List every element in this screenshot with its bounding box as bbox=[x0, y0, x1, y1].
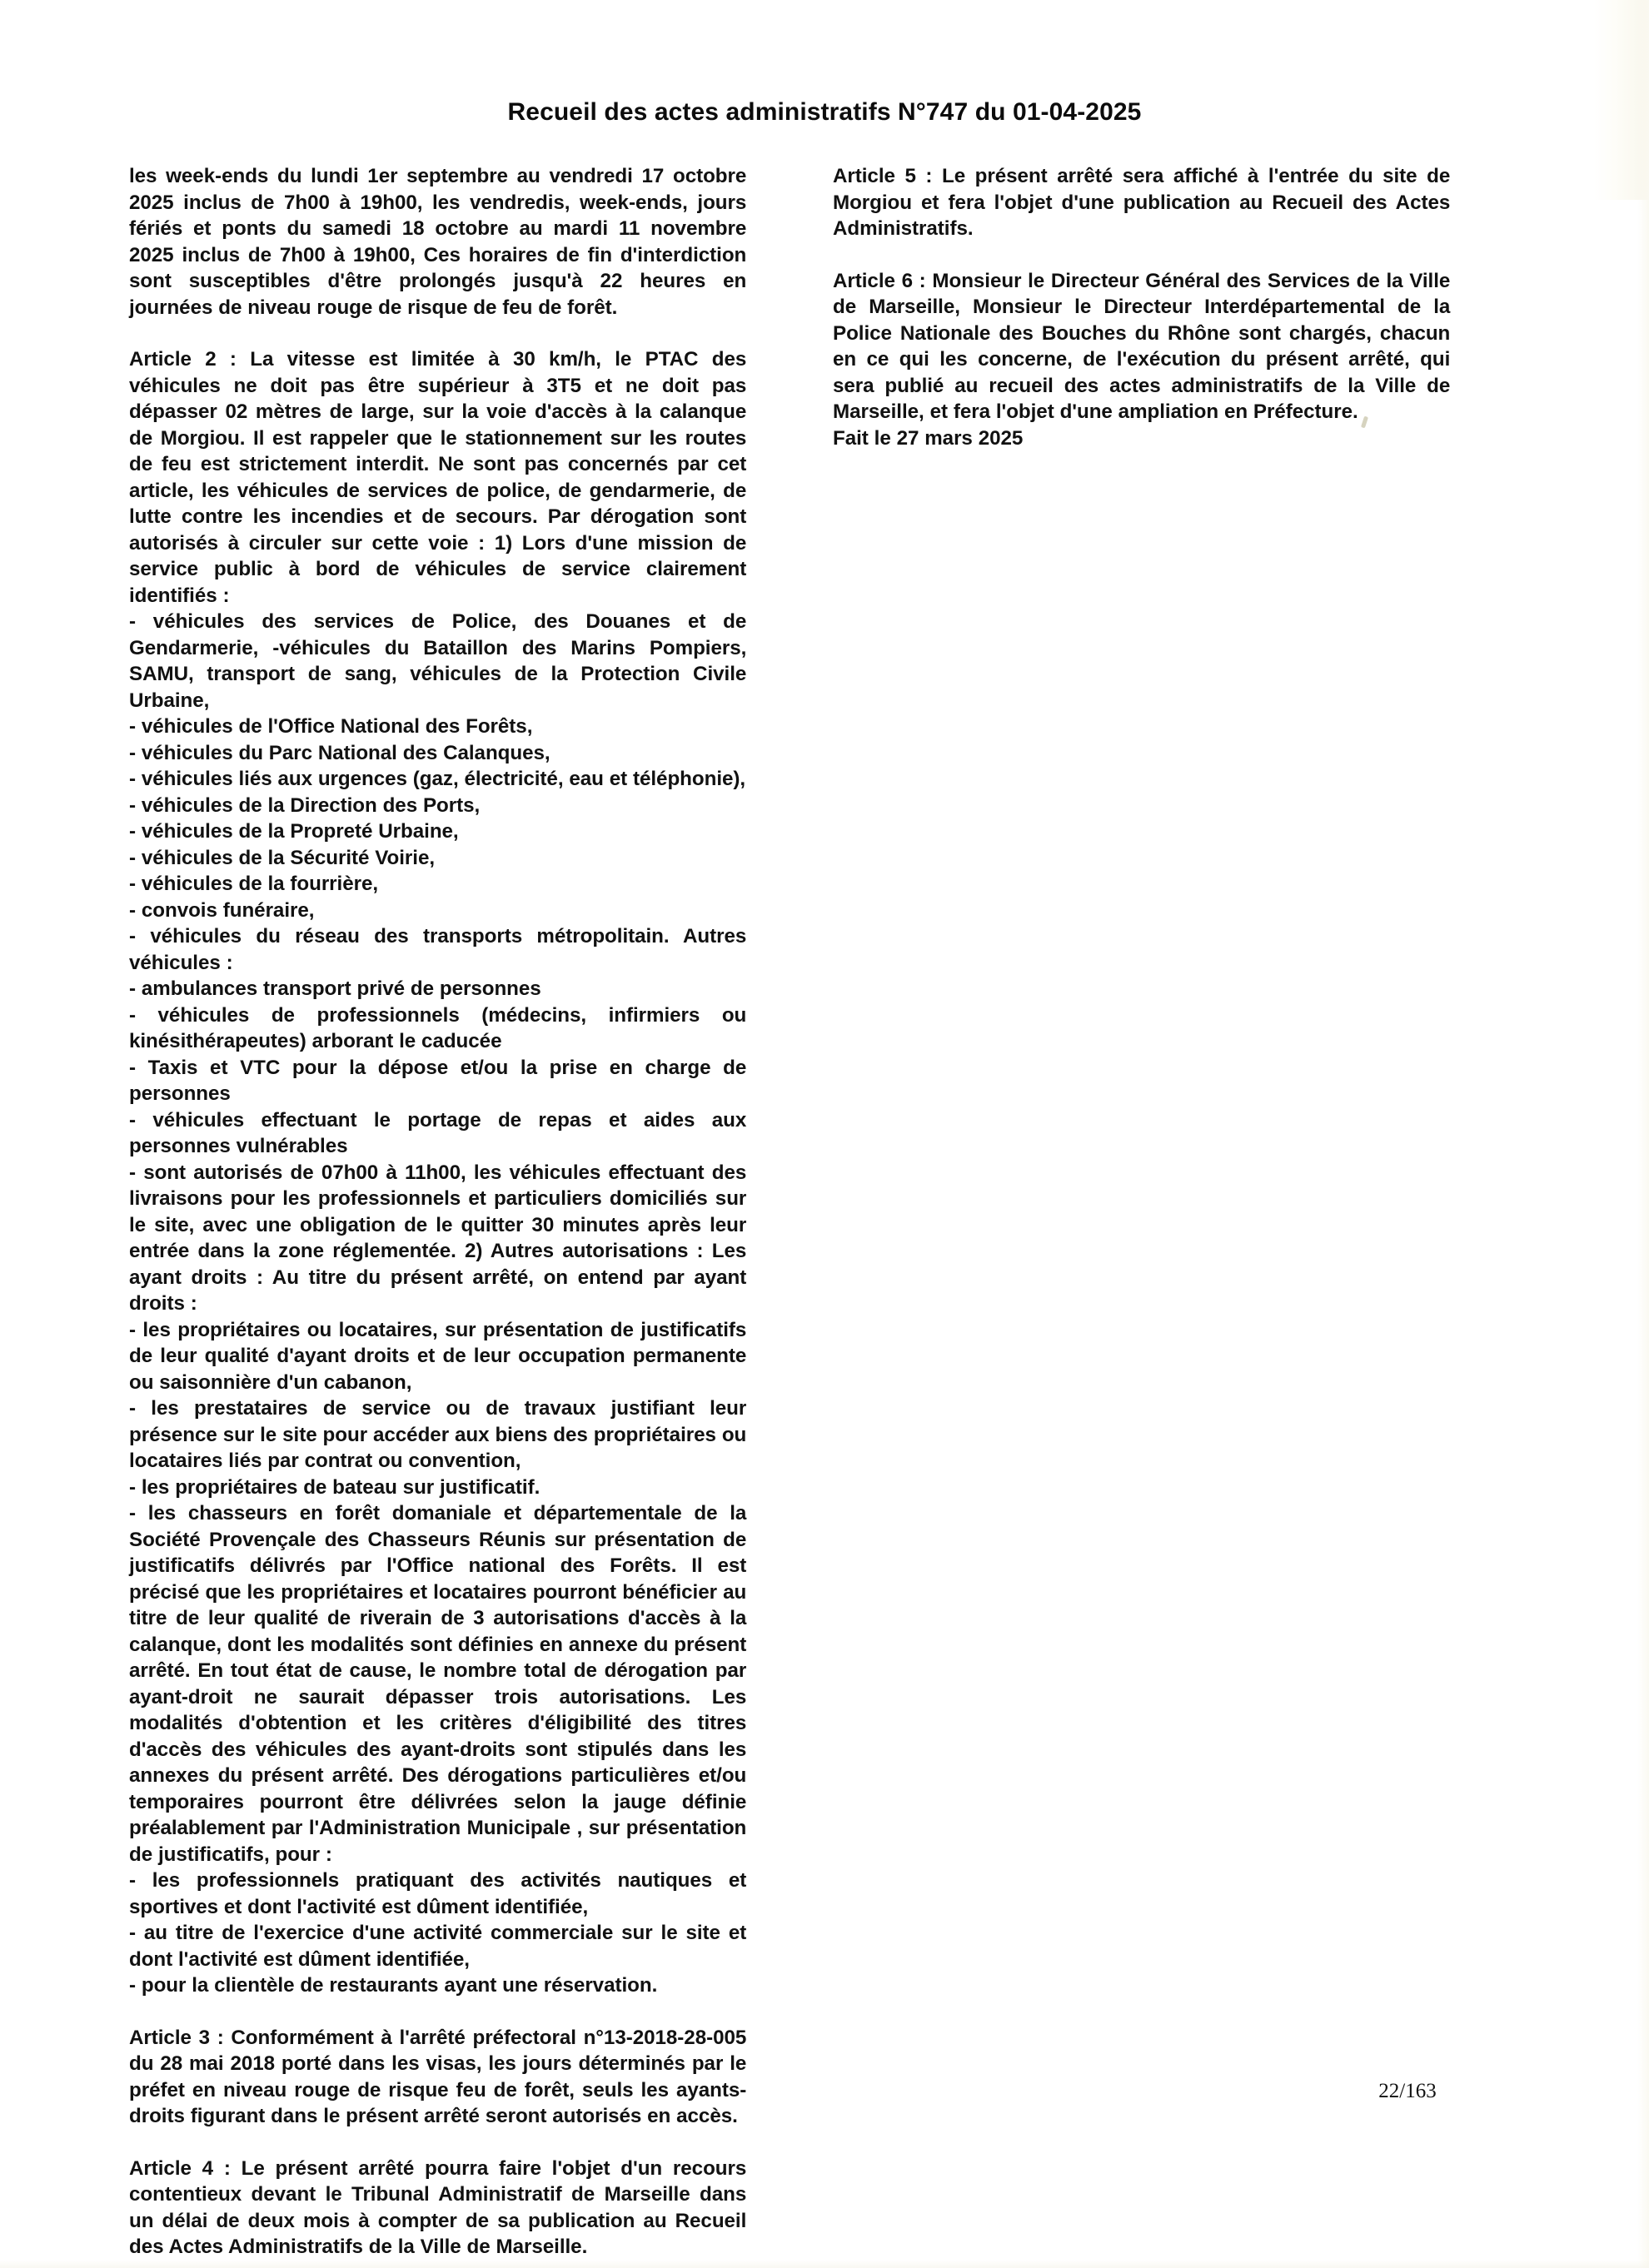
paragraph-article-6: Article 6 : Monsieur le Directeur Général des Services de la Ville de Marseille, Monsieur le Directeur Interdépartemental de la Police Nationale des Bouches du Rhône sont chargés, chacun en ce qui les concerne, de l'exécution du présent arrêté, qui sera publié au recueil des actes administratifs de la Ville de Marseille, et fera l'objet d'une ampliation en Préfecture. bbox=[833, 269, 1451, 423]
paragraph-date-signature: Fait le 27 mars 2025 bbox=[833, 426, 1024, 450]
text-column-right bbox=[833, 163, 1453, 451]
page-title: Recueil des actes administratifs N°747 du 01-04-2025 bbox=[507, 98, 1142, 126]
list-item-ambulances: - ambulances transport privé de personnes bbox=[129, 977, 541, 1000]
list-item-proprietaires-bateau: - les propriétaires de bateau sur justificatif. bbox=[129, 1475, 541, 1499]
list-item-professionnels-nautiques: - les professionnels pratiquant des activités nautiques et sportives et dont l'activité est dûment identifiée, bbox=[129, 1869, 747, 1918]
paragraph-article-5: Article 5 : Le présent arrêté sera affiché à l'entrée du site de Morgiou et fera l'objet d'une publication au Recueil des Actes Administratifs. bbox=[833, 165, 1451, 240]
paragraph-intro-horaires: les week-ends du lundi 1er septembre au vendredi 17 octobre 2025 inclus de 7h00 à 19h00, les vendredis, week-ends, jours fériés et ponts du samedi 18 octobre au mardi 11 novembre 2025 inclus de 7h00 à 19h00, Ces horaires de fin d'interdiction sont susceptibles d'être prolongés jusqu'à 22 heures en journées de niveau rouge de risque de feu de forêt. bbox=[129, 165, 747, 319]
list-item-taxis-vtc: - Taxis et VTC pour la dépose et/ou la prise en charge de personnes bbox=[129, 1056, 747, 1105]
list-item-urgences: - véhicules liés aux urgences (gaz, électricité, eau et téléphonie), bbox=[129, 768, 746, 790]
list-item-clientele-restaurants: - pour la clientèle de restaurants ayant une réservation. bbox=[129, 1974, 658, 1997]
list-item-office-national-forets: - véhicules de l'Office National des Forêts, bbox=[129, 715, 533, 738]
list-item-proprete-urbaine: - véhicules de la Propreté Urbaine, bbox=[129, 820, 459, 843]
list-item-direction-des-ports: - véhicules de la Direction des Ports, bbox=[129, 793, 481, 817]
scan-edge-artifact-bottom bbox=[0, 2260, 1649, 2268]
list-item-vehicules-police-douanes: - véhicules des services de Police, des Douanes et de Gendarmerie, -véhicules du Bataillon des Marins Pompiers, SAMU, transport de sang, véhicules de la Protection Civile Urbaine, bbox=[129, 610, 747, 712]
list-item-transports-metropolitain: - véhicules du réseau des transports métropolitain. Autres véhicules : bbox=[129, 925, 747, 974]
page-footer bbox=[1283, 2080, 1532, 2103]
list-item-activite-commerciale: - au titre de l'exercice d'une activité commerciale sur le site et dont l'activité est dûment identifiée, bbox=[129, 1922, 747, 1971]
document-header bbox=[0, 98, 1649, 127]
list-item-securite-voirie: - véhicules de la Sécurité Voirie, bbox=[129, 846, 436, 869]
paragraph-article-4: Article 4 : Le présent arrêté pourra faire l'objet d'un recours contentieux devant le Tribunal Administratif de Marseille dans un délai de deux mois à compter de sa publication au Recueil des Actes Administratifs de la Ville de Marseille. bbox=[129, 2156, 747, 2258]
list-item-prestataires-service: - les prestataires de service ou de travaux justifiant leur présence sur le site pour accéder aux biens des propriétaires ou locataires liés par contrat ou convention, bbox=[129, 1397, 747, 1472]
list-item-chasseurs: - les chasseurs en forêt domaniale et départementale de la Société Provençale des Chasseurs Réunis sur présentation de justificatifs délivrés par l'Office national des Forêts. Il est précisé que les propriétaires et locataires pourront bénéficier au titre de leur qualité de riverain de 3 autorisations d'accès à la calanque, dont les modalités sont définies en annexe du présent arrêté. En tout état de cause, le nombre total de dérogation par ayant-droit ne saurait dépasser trois autorisations. Les modalités d'obtention et les critères d'éligibilité des titres d'accès des véhicules des ayant-droits sont stipulés dans les annexes du présent arrêté. Des dérogations particulières et/ou temporaires pourront être délivrées selon la jauge définie préalablement par l'Administration Municipale , sur présentation de justificatifs, pour : bbox=[129, 1502, 747, 1866]
list-item-convois-funeraire: - convois funéraire, bbox=[129, 898, 315, 922]
list-item-livraisons: - sont autorisés de 07h00 à 11h00, les véhicules effectuant des livraisons pour les professionnels et particuliers domiciliés sur le site, avec une obligation de le quitter 30 minutes après leur entrée dans la zone réglementée. 2) Autres autorisations : Les ayant droits : Au titre du présent arrêté, on entend par ayant droits : bbox=[129, 1161, 747, 1315]
list-item-professionnels-sante: - véhicules de professionnels (médecins, infirmiers ou kinésithérapeutes) arborant le caducée bbox=[129, 1003, 747, 1052]
page-number: 22/163 bbox=[1378, 2080, 1437, 2102]
scan-edge-artifact-right bbox=[1637, 0, 1649, 2268]
paragraph-article-2: Article 2 : La vitesse est limitée à 30 km/h, le PTAC des véhicules ne doit pas être supérieur à 3T5 et ne doit pas dépasser 02 mètres de large, sur la voie d'accès à la calanque de Morgiou. Il est rappeler que le stationnement sur les routes de feu est strictement interdit. Ne sont pas concernés par cet article, les véhicules de services de police, de gendarmerie, de lutte contre les incendies et de secours. Par dérogation sont autorisés à circuler sur cette voie : 1) Lors d'une mission de service public à bord de véhicules de service clairement identifiés : bbox=[129, 348, 747, 607]
paragraph-article-3: Article 3 : Conformément à l'arrêté préfectoral n°13-2018-28-005 du 28 mai 2018 porté dans les visas, les jours déterminés par le préfet en niveau rouge de risque feu de forêt, seuls les ayants-droits figurant dans le présent arrêté seront autorisés en accès. bbox=[129, 2026, 747, 2127]
list-item-proprietaires-locataires: - les propriétaires ou locataires, sur présentation de justificatifs de leur qualité d'ayant droits et de leur occupation permanente ou saisonnière d'un cabanon, bbox=[129, 1318, 747, 1394]
list-item-parc-national-calanques: - véhicules du Parc National des Calanques, bbox=[129, 741, 550, 764]
list-item-fourriere: - véhicules de la fourrière, bbox=[129, 873, 379, 895]
list-item-portage-repas: - véhicules effectuant le portage de repas et aides aux personnes vulnérables bbox=[129, 1108, 747, 1157]
text-column-left bbox=[129, 163, 750, 2261]
